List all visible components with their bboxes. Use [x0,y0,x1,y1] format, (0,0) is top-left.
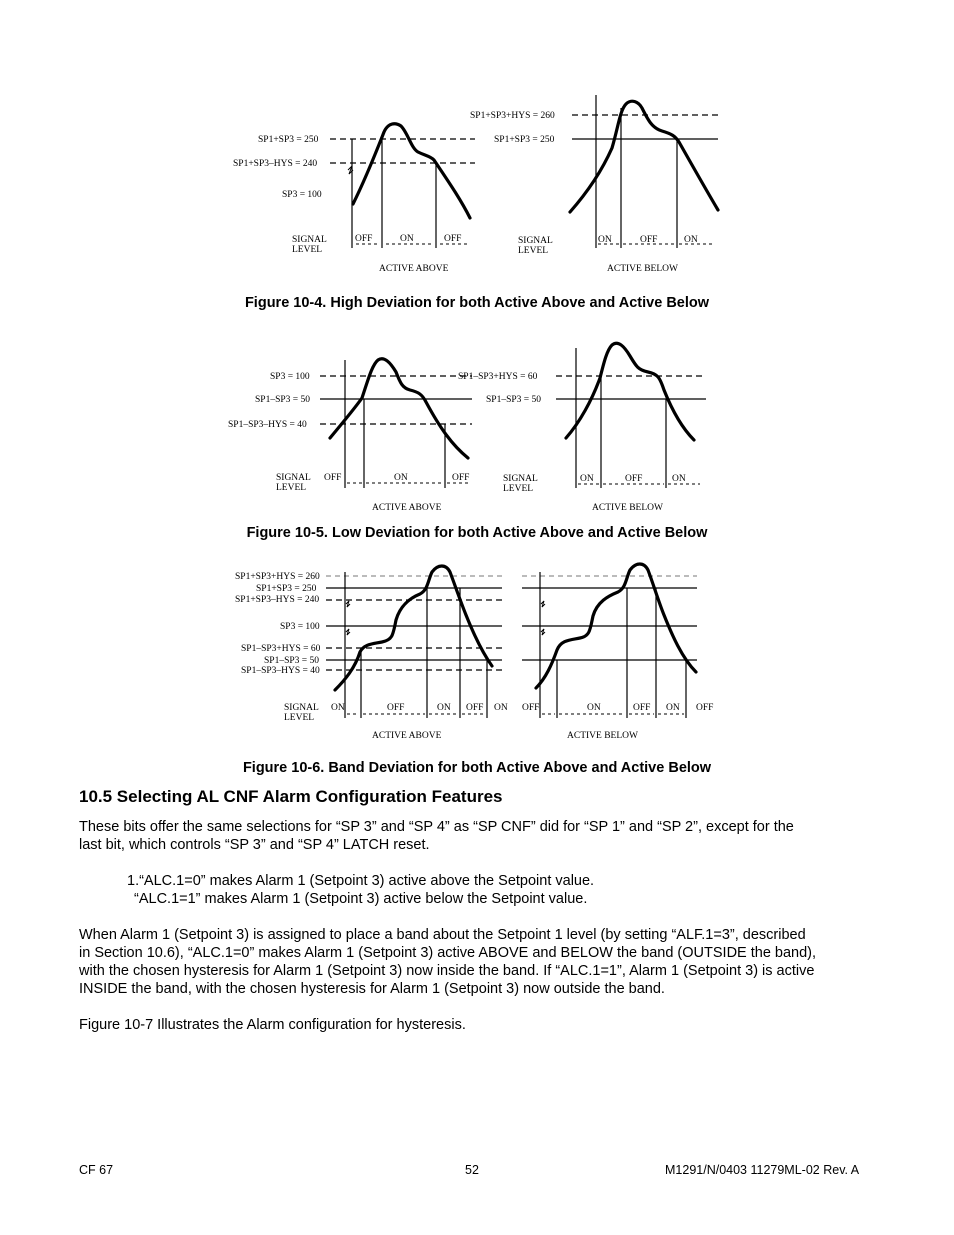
fig106-right-state-2: ON [587,703,601,713]
fig106-left-label-1: SP1+SP3+HYS = 260 [235,572,320,582]
fig106-left-label-3: SP1+SP3–HYS = 240 [235,595,320,605]
intro-paragraph [79,818,879,854]
item-line-1: 1.“ALC.1=0” makes Alarm 1 (Setpoint 3) active above the Setpoint value. [127,873,595,889]
page-number: 52 [465,1163,479,1177]
fig105-left-label-1: SP3 = 100 [270,372,310,382]
figure-10-6 [0,560,954,755]
fig106-left-label-2: SP1+SP3 = 250 [256,584,317,594]
figure-10-5 [0,330,954,520]
fig106-right-state-1: OFF [522,703,540,713]
fig106-left-state-3: ON [437,703,451,713]
figure-10-5-caption: Figure 10-5. Low Deviation for both Active Above and Active Below [246,525,708,541]
fig105-left-state-3: OFF [452,473,470,483]
fig104-right-label-1: SP1+SP3+HYS = 260 [470,111,555,121]
fig106-left-state-1: ON [331,703,345,713]
fig106-left-level: LEVEL [284,713,315,723]
fig104-left-state-3: OFF [444,234,462,244]
fig104-right-state-3: ON [684,235,698,245]
fig105-left-label-2: SP1–SP3 = 50 [255,395,310,405]
fig104-right-signal: SIGNAL [518,236,553,246]
fig105-left-level: LEVEL [276,483,307,493]
footer-right: M1291/N/0403 11279ML-02 Rev. A [665,1163,860,1177]
fig106-right-mode: ACTIVE BELOW [567,731,638,741]
fig105-right-level: LEVEL [503,484,534,494]
fig106-left-state-2: OFF [387,703,405,713]
fig106-left-state-4: OFF [466,703,484,713]
fig106-left-state-5: ON [494,703,508,713]
intro-line-1: These bits offer the same selections for “SP 3” and “SP 4” as “SP CNF” did for “SP 1” and “SP 2”, except for the [79,819,794,835]
fig106-left-mode: ACTIVE ABOVE [372,731,442,741]
fig106-left-signal: SIGNAL [284,703,319,713]
band-paragraph [79,926,879,998]
fig105-left-graph [228,359,472,513]
fig104-left-level: LEVEL [292,245,323,255]
intro-line-2: last bit, which controls “SP 3” and “SP 4” LATCH reset. [79,837,430,853]
fig104-left-graph [233,124,475,274]
figure-10-6-caption: Figure 10-6. Band Deviation for both Active Above and Active Below [242,760,712,776]
fig104-right-label-2: SP1+SP3 = 250 [494,135,555,145]
fig106-right-state-5: OFF [696,703,714,713]
fig104-left-label-3: SP3 = 100 [282,190,322,200]
fig106-right-state-3: OFF [633,703,651,713]
fig105-left-mode: ACTIVE ABOVE [372,503,442,513]
figure-reference: Figure 10-7 Illustrates the Alarm configuration for hysteresis. [79,1017,466,1033]
fig105-right-graph [458,343,706,513]
fig104-right-graph [470,95,718,274]
band-line-3: with the chosen hysteresis for Alarm 1 (Setpoint 3) now inside the band. If “ALC.1=1”, Alarm 1 (Setpoint 3) is active [79,963,815,979]
fig106-right-graph [522,564,713,741]
fig104-left-mode: ACTIVE ABOVE [379,264,449,274]
fig105-left-state-1: OFF [324,473,342,483]
fig105-right-signal: SIGNAL [503,474,538,484]
fig106-left-graph [235,566,508,741]
fig106-right-state-4: ON [666,703,680,713]
fig106-left-label-5: SP1–SP3+HYS = 60 [241,644,321,654]
fig104-left-state-1: OFF [355,234,373,244]
fig105-right-mode: ACTIVE BELOW [592,503,663,513]
fig104-left-signal: SIGNAL [292,235,327,245]
fig106-left-label-6: SP1–SP3 = 50 [264,656,319,666]
band-line-2: in Section 10.6), “ALC.1=0” makes Alarm 1 (Setpoint 3) active ABOVE and BELOW the band (OUTSIDE the band), [79,945,817,961]
fig106-left-label-7: SP1–SP3–HYS = 40 [241,666,320,676]
band-line-4: INSIDE the band, with the chosen hysteresis for Alarm 1 (Setpoint 3) now outside the band. [79,981,665,997]
list-item [127,872,827,908]
fig104-right-state-1: ON [598,235,612,245]
band-line-1: When Alarm 1 (Setpoint 3) is assigned to place a band about the Setpoint 1 level (by setting “ALF.1=3”, described [79,927,806,943]
item-line-2: “ALC.1=1” makes Alarm 1 (Setpoint 3) active below the Setpoint value. [134,891,588,907]
fig105-left-state-2: ON [394,473,408,483]
figure-10-4 [0,0,954,290]
fig105-right-state-1: ON [580,474,594,484]
fig105-right-state-3: ON [672,474,686,484]
fig106-left-label-4: SP3 = 100 [280,622,320,632]
fig104-left-label-2: SP1+SP3–HYS = 240 [233,159,318,169]
fig104-left-state-2: ON [400,234,414,244]
fig104-right-state-2: OFF [640,235,658,245]
fig104-left-label-1: SP1+SP3 = 250 [258,135,319,145]
fig104-right-level: LEVEL [518,246,549,256]
figure-10-4-caption: Figure 10-4. High Deviation for both Active Above and Active Below [244,295,710,311]
fig105-right-state-2: OFF [625,474,643,484]
fig105-right-label-1: SP1–SP3+HYS = 60 [458,372,538,382]
fig104-right-mode: ACTIVE BELOW [607,264,678,274]
fig105-left-signal: SIGNAL [276,473,311,483]
fig105-right-label-2: SP1–SP3 = 50 [486,395,541,405]
footer-left: CF 67 [79,1163,114,1177]
fig105-left-label-3: SP1–SP3–HYS = 40 [228,420,307,430]
section-heading: 10.5 Selecting AL CNF Alarm Configuration Features [79,787,503,806]
